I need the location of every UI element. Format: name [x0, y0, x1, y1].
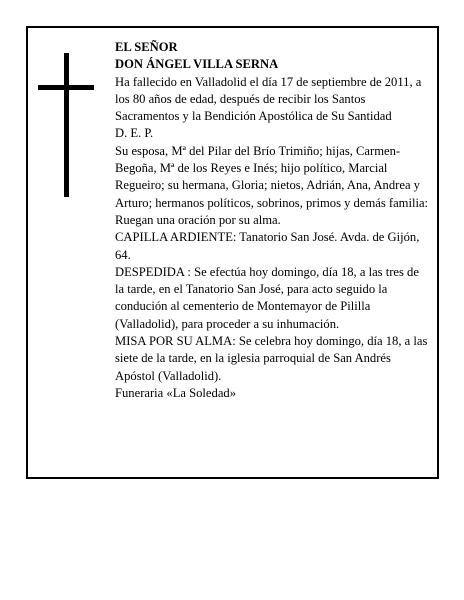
funeral-chapel: CAPILLA ARDIENTE: Tanatorio San José. Avda. de Gijón, 64. — [115, 230, 420, 262]
cross-vertical-bar — [64, 53, 69, 197]
family-list: Su esposa, Mª del Pilar del Brío Trimiño; hijas, Carmen-Begoña, Mª de los Reyes e Inés; hijo político, Marcial Regueiro; su hermana, Gloria; nietos, Adrián, Ana, Andrea y Arturo; hermanos políticos, sobrinos, primos y demás familia: — [115, 143, 429, 210]
funeral-home: Funeraria «La Soledad» — [115, 385, 236, 400]
mass-details: MISA POR SU ALMA: Se celebra hoy domingo, día 18, a las siete de la tarde, en la iglesia parroquial de San Andrés Apóstol (Valladolid). — [115, 334, 428, 383]
rip-line: D. E. P. — [115, 126, 154, 141]
farewell-details: DESPEDIDA : Se efectúa hoy domingo, día 18, a las tres de la tarde, en el Tanatorio San José, para acto seguido la condución al cementerio de Montemayor de Pililla (Valladolid), para proceder a su inhumación. — [115, 264, 419, 331]
cross-horizontal-bar — [38, 85, 94, 90]
deceased-name: DON ÁNGEL VILLA SERNA — [115, 57, 279, 72]
cross-icon — [38, 53, 94, 197]
prayer-request: Ruegan una oración por su alma. — [115, 212, 281, 227]
title-line-1: EL SEÑOR — [115, 40, 178, 54]
death-announcement: Ha fallecido en Valladolid el día 17 de septiembre de 2011, a los 80 años de edad, después de recibir los Santos Sacramentos y la Bendición Apostólica de Su Santidad — [115, 74, 422, 124]
obituary-text — [115, 39, 429, 402]
